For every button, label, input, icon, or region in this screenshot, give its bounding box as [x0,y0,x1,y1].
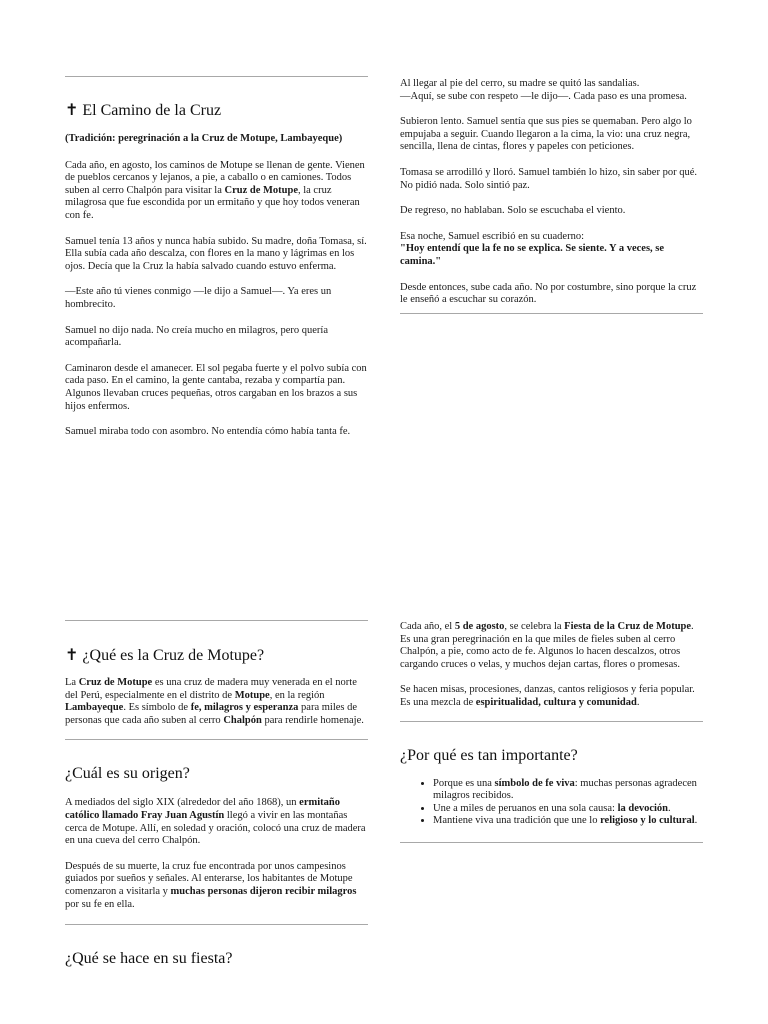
section-heading: ¿Cuál es su origen? [65,765,190,783]
divider [65,739,368,740]
paragraph: Caminaron desde el amanecer. El sol pegaba fuerte y el polvo subía con cada paso. En el camino, la gente cantaba, rezaba y compartía pan. Algunos llevaban cruces pequeñas, otros cargaban en los brazos a sus hijos enfermos. [65,362,367,412]
divider [65,620,368,621]
list-item: • Une a miles de peruanos en una sola causa: la devoción. [433,803,703,816]
paragraph: Después de su muerte, la cruz fue encontrada por unos campesinos guiados por sueños y señales. Al enterarse, los habitantes de Motupe comenzaron a visitarla y muchas personas dijeron recibir milagros por su fe en ella. [65,860,357,910]
paragraph: Samuel no dijo nada. No creía mucho en milagros, pero quería acompañarla. [65,324,329,349]
latin-cross-icon: ✝ [65,647,79,664]
paragraph: Se hacen misas, procesiones, danzas, cantos religiosos y feria popular. Es una mezcla de espiritualidad, cultura y comunidad. [400,684,695,708]
paragraph: Samuel miraba todo con asombro. No entendía cómo había tanta fe. [65,426,351,438]
paragraph: Esa noche, Samuel escribió en su cuaderno: "Hoy entendí que la fe no se explica. Se siente. Y a veces, se camina." [400,230,665,267]
divider [400,721,703,722]
paragraph: A mediados del siglo XIX (alrededor del año 1868), un ermitaño católico llamado Fray Juan Agustín llegó a vivir en las montañas cerca de Motupe. Allí, en soledad y oración, colocó una cruz de madera en una cueva del cerro Chalpón. [65,797,366,847]
notebook-quote: "Hoy entendí que la fe no se explica. Se siente. Y a veces, se camina." [400,243,665,267]
story-subtitle: (Tradición: peregrinación a la Cruz de Motupe, Lambayeque) [65,133,343,144]
paragraph: Tomasa se arrodilló y lloró. Samuel también lo hizo, sin saber por qué. No pidió nada. Solo sintió paz. [400,166,697,191]
divider [65,76,368,77]
paragraph: Desde entonces, sube cada año. No por costumbre, sino porque la cruz le enseñó a escuchar su corazón. [400,281,697,306]
paragraph: Samuel tenía 13 años y nunca había subido. Su madre, doña Tomasa, sí. Ella subía cada año descalza, con flores en la mano y lágrimas en los ojos. Decía que la Cruz la había salvado cuando estuvo enferma. [65,235,367,272]
list-item: • Mantiene viva una tradición que une lo religioso y lo cultural. [433,815,703,828]
section-heading: ¿Qué se hace en su fiesta? [65,950,233,968]
latin-cross-icon: ✝ [65,102,79,119]
page1-right-column [400,78,703,314]
importance-list [400,778,703,828]
page2-right-column [400,621,703,843]
story-title [65,101,368,120]
divider [65,924,368,925]
story-title-text: El Camino de la Cruz [82,102,222,119]
section-heading: ✝ ¿Qué es la Cruz de Motupe? [65,647,265,664]
divider [400,313,703,314]
paragraph: De regreso, no hablaban. Solo se escuchaba el viento. [400,205,626,217]
list-item: • Porque es una símbolo de fe viva: muchas personas agradecen milagros recibidos. [433,778,703,803]
paragraph: Al llegar al pie del cerro, su madre se quitó las sandalias. —Aquí, se sube con respeto —le dijo—. Cada paso es una promesa. [400,78,687,102]
divider [400,842,703,843]
paragraph: La Cruz de Motupe es una cruz de madera muy venerada en el norte del Perú, especialmente en el distrito de Motupe, en la región Lambayeque. Es símbolo de fe, milagros y esperanza para miles de personas que cada año suben al cerro Chalpón para rendirle homenaje. [65,677,364,726]
paragraph: —Este año tú vienes conmigo —le dijo a Samuel—. Ya eres un hombrecito. [65,286,332,310]
paragraph: Cada año, el 5 de agosto, se celebra la Fiesta de la Cruz de Motupe. Es una gran peregrinación en la que miles de fieles suben al cerro Chalpón, a pie, como acto de fe. Algunos lo hacen descalzos, otros cargando cruces o velas, y muchos dejan cartas, flores o promesas. [400,621,694,670]
paragraph: Subieron lento. Samuel sentía que sus pies se quemaban. Pero algo lo empujaba a seguir. Cuando llegaron a la cima, la vio: una cruz negra, sencilla, llena de cintas, flores y papeles con peticiones. [400,116,692,153]
page1-left-column [65,76,368,439]
section-heading: ¿Por qué es tan importante? [400,746,578,764]
paragraph: Cada año, en agosto, los caminos de Motupe se llenan de gente. Vienen de pueblos cercanos y lejanos, a pie, a caballo o en camiones. Todos suben al cerro Chalpón para visitar la Cruz de Motupe, la cruz milagrosa que fue escondida por un ermitaño y que hoy todos veneran con fe. [65,159,365,221]
page2-left-column [65,620,368,969]
